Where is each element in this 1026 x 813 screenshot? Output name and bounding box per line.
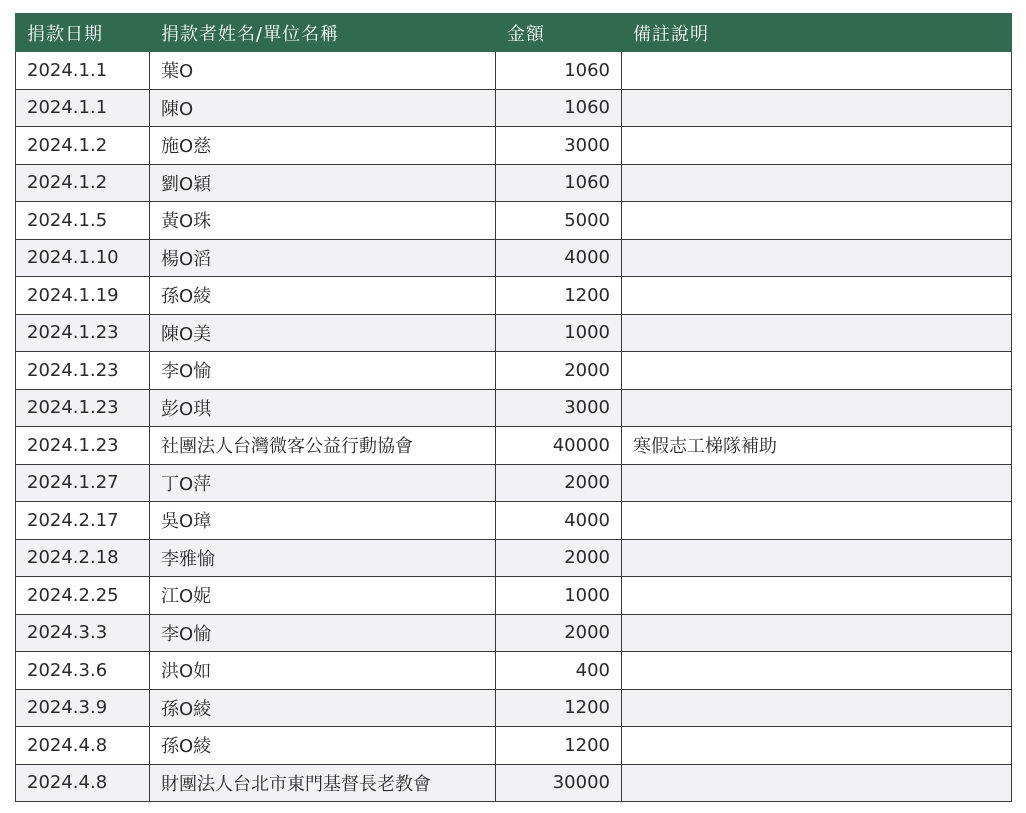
cell-note [622,614,1012,652]
table-row [16,427,1012,465]
cell-note [622,464,1012,502]
table-row [16,389,1012,427]
cell-date: 2024.3.3 [16,614,150,652]
cell-amount: 5000 [496,202,622,240]
table-row [16,239,1012,277]
cell-donor-name: 吳O璋 [150,502,496,540]
cell-note [622,164,1012,202]
cell-date: 2024.1.2 [16,164,150,202]
cell-date: 2024.2.18 [16,539,150,577]
cell-note [622,52,1012,90]
table-row [16,577,1012,615]
cell-date: 2024.1.23 [16,427,150,465]
header-date: 捐款日期 [16,14,150,52]
cell-amount: 30000 [496,764,622,802]
table-row [16,539,1012,577]
cell-note [622,539,1012,577]
table-row [16,464,1012,502]
cell-donor-name: 丁O萍 [150,464,496,502]
cell-note [622,352,1012,390]
donation-table-container [15,13,1011,802]
cell-date: 2024.1.1 [16,89,150,127]
cell-date: 2024.1.23 [16,314,150,352]
cell-date: 2024.1.27 [16,464,150,502]
cell-amount: 3000 [496,127,622,165]
cell-note [622,577,1012,615]
cell-date: 2024.1.5 [16,202,150,240]
table-header [16,14,1012,52]
cell-note [622,502,1012,540]
cell-amount: 1060 [496,52,622,90]
cell-date: 2024.4.8 [16,727,150,765]
cell-date: 2024.3.9 [16,689,150,727]
cell-amount: 1200 [496,689,622,727]
cell-date: 2024.1.10 [16,239,150,277]
cell-date: 2024.2.25 [16,577,150,615]
cell-note [622,277,1012,315]
header-donor-name: 捐款者姓名/單位名稱 [150,14,496,52]
cell-amount: 40000 [496,427,622,465]
cell-donor-name: 孫O綾 [150,689,496,727]
table-row [16,89,1012,127]
cell-donor-name: 江O妮 [150,577,496,615]
cell-note [622,689,1012,727]
cell-note [622,764,1012,802]
cell-date: 2024.2.17 [16,502,150,540]
cell-amount: 2000 [496,352,622,390]
cell-amount: 2000 [496,614,622,652]
table-row [16,689,1012,727]
cell-donor-name: 葉O [150,52,496,90]
cell-donor-name: 李O愉 [150,614,496,652]
cell-donor-name: 孫O綾 [150,277,496,315]
cell-amount: 400 [496,652,622,690]
cell-donor-name: 洪O如 [150,652,496,690]
cell-date: 2024.1.23 [16,389,150,427]
table-row [16,164,1012,202]
cell-amount: 2000 [496,539,622,577]
cell-amount: 3000 [496,389,622,427]
table-row [16,314,1012,352]
cell-donor-name: 劉O穎 [150,164,496,202]
cell-note [622,727,1012,765]
cell-note [622,127,1012,165]
cell-donor-name: 陳O [150,89,496,127]
cell-date: 2024.3.6 [16,652,150,690]
table-row [16,727,1012,765]
cell-amount: 1200 [496,727,622,765]
table-row [16,127,1012,165]
cell-amount: 1060 [496,89,622,127]
cell-date: 2024.1.23 [16,352,150,390]
header-note: 備註說明 [622,14,1012,52]
cell-date: 2024.4.8 [16,764,150,802]
cell-note [622,389,1012,427]
table-row [16,352,1012,390]
cell-amount: 4000 [496,239,622,277]
cell-donor-name: 彭O琪 [150,389,496,427]
table-row [16,764,1012,802]
cell-amount: 2000 [496,464,622,502]
cell-note [622,652,1012,690]
cell-note [622,239,1012,277]
cell-note [622,89,1012,127]
table-row [16,277,1012,315]
cell-amount: 4000 [496,502,622,540]
cell-note [622,202,1012,240]
cell-amount: 1000 [496,577,622,615]
cell-note: 寒假志工梯隊補助 [622,427,1012,465]
cell-donor-name: 李O愉 [150,352,496,390]
cell-donor-name: 陳O美 [150,314,496,352]
header-amount: 金額 [496,14,622,52]
table-body [16,52,1012,802]
cell-donor-name: 黃O珠 [150,202,496,240]
cell-date: 2024.1.2 [16,127,150,165]
table-row [16,52,1012,90]
cell-donor-name: 孫O綾 [150,727,496,765]
cell-donor-name: 社團法人台灣微客公益行動協會 [150,427,496,465]
cell-amount: 1000 [496,314,622,352]
table-row [16,614,1012,652]
donation-table [15,13,1012,802]
cell-donor-name: 財團法人台北市東門基督長老教會 [150,764,496,802]
cell-date: 2024.1.1 [16,52,150,90]
cell-donor-name: 施O慈 [150,127,496,165]
cell-donor-name: 楊O滔 [150,239,496,277]
cell-date: 2024.1.19 [16,277,150,315]
cell-donor-name: 李雅愉 [150,539,496,577]
cell-amount: 1200 [496,277,622,315]
header-row [16,14,1012,52]
table-row [16,202,1012,240]
table-row [16,502,1012,540]
table-row [16,652,1012,690]
cell-note [622,314,1012,352]
cell-amount: 1060 [496,164,622,202]
